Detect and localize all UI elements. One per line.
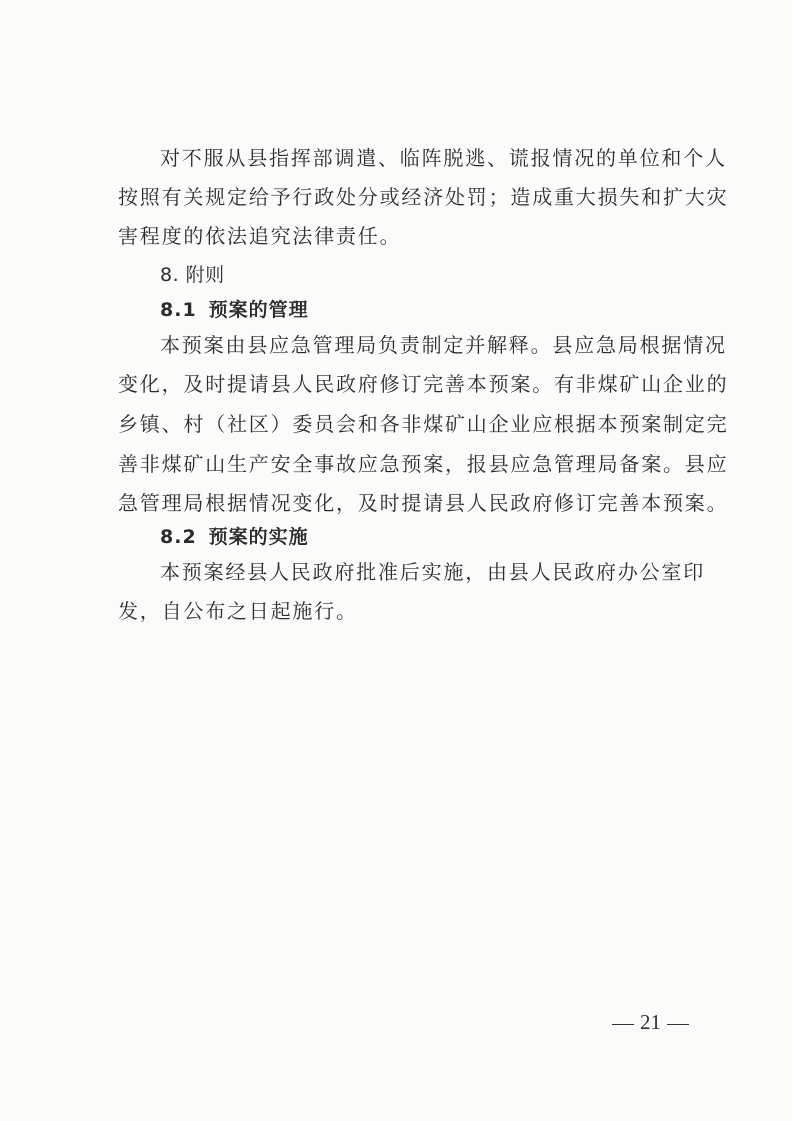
section-8-1-line-5: 急管理局根据情况变化，及时提请县人民政府修订完善本预案。 <box>118 491 729 515</box>
penalty-paragraph-line-1: 对不服从县指挥部调遣、临阵脱逃、谎报情况的单位和个人 <box>160 146 727 170</box>
section-8-2-number: 8.2 <box>160 526 197 548</box>
penalty-paragraph-line-3: 害程度的依法追究法律责任。 <box>118 224 402 248</box>
section-8-1-line-3: 乡镇、村（社区）委员会和各非煤矿山企业应根据本预案制定完 <box>118 412 729 436</box>
section-8-2-heading <box>160 525 309 549</box>
section-8-2-line-2: 发，自公布之日起施行。 <box>118 599 358 623</box>
section-8-heading: 8. 附则 <box>160 264 225 286</box>
section-8-1-number: 8.1 <box>160 299 197 321</box>
section-8-2-title: 预案的实施 <box>208 526 309 548</box>
section-8-1-title: 预案的管理 <box>208 299 309 321</box>
section-8-1-line-2: 变化，及时提请县人民政府修订完善本预案。有非煤矿山企业的 <box>118 372 729 396</box>
page-number-value: 21 <box>640 1010 661 1034</box>
section-8-1-line-1: 本预案由县应急管理局负责制定并解释。县应急局根据情况 <box>160 333 727 357</box>
section-8-1-line-4: 善非煤矿山生产安全事故应急预案，报县应急管理局备案。县应 <box>118 452 729 476</box>
section-8-1-heading <box>160 298 309 322</box>
page-number-right-dash <box>667 1024 689 1025</box>
page-number-left-dash <box>612 1024 634 1025</box>
section-8-2-line-1: 本预案经县人民政府批准后实施，由县人民政府办公室印 <box>160 560 705 584</box>
penalty-paragraph-line-2: 按照有关规定给予行政处分或经济处罚；造成重大损失和扩大灾 <box>118 185 729 209</box>
page-number <box>606 1010 695 1034</box>
